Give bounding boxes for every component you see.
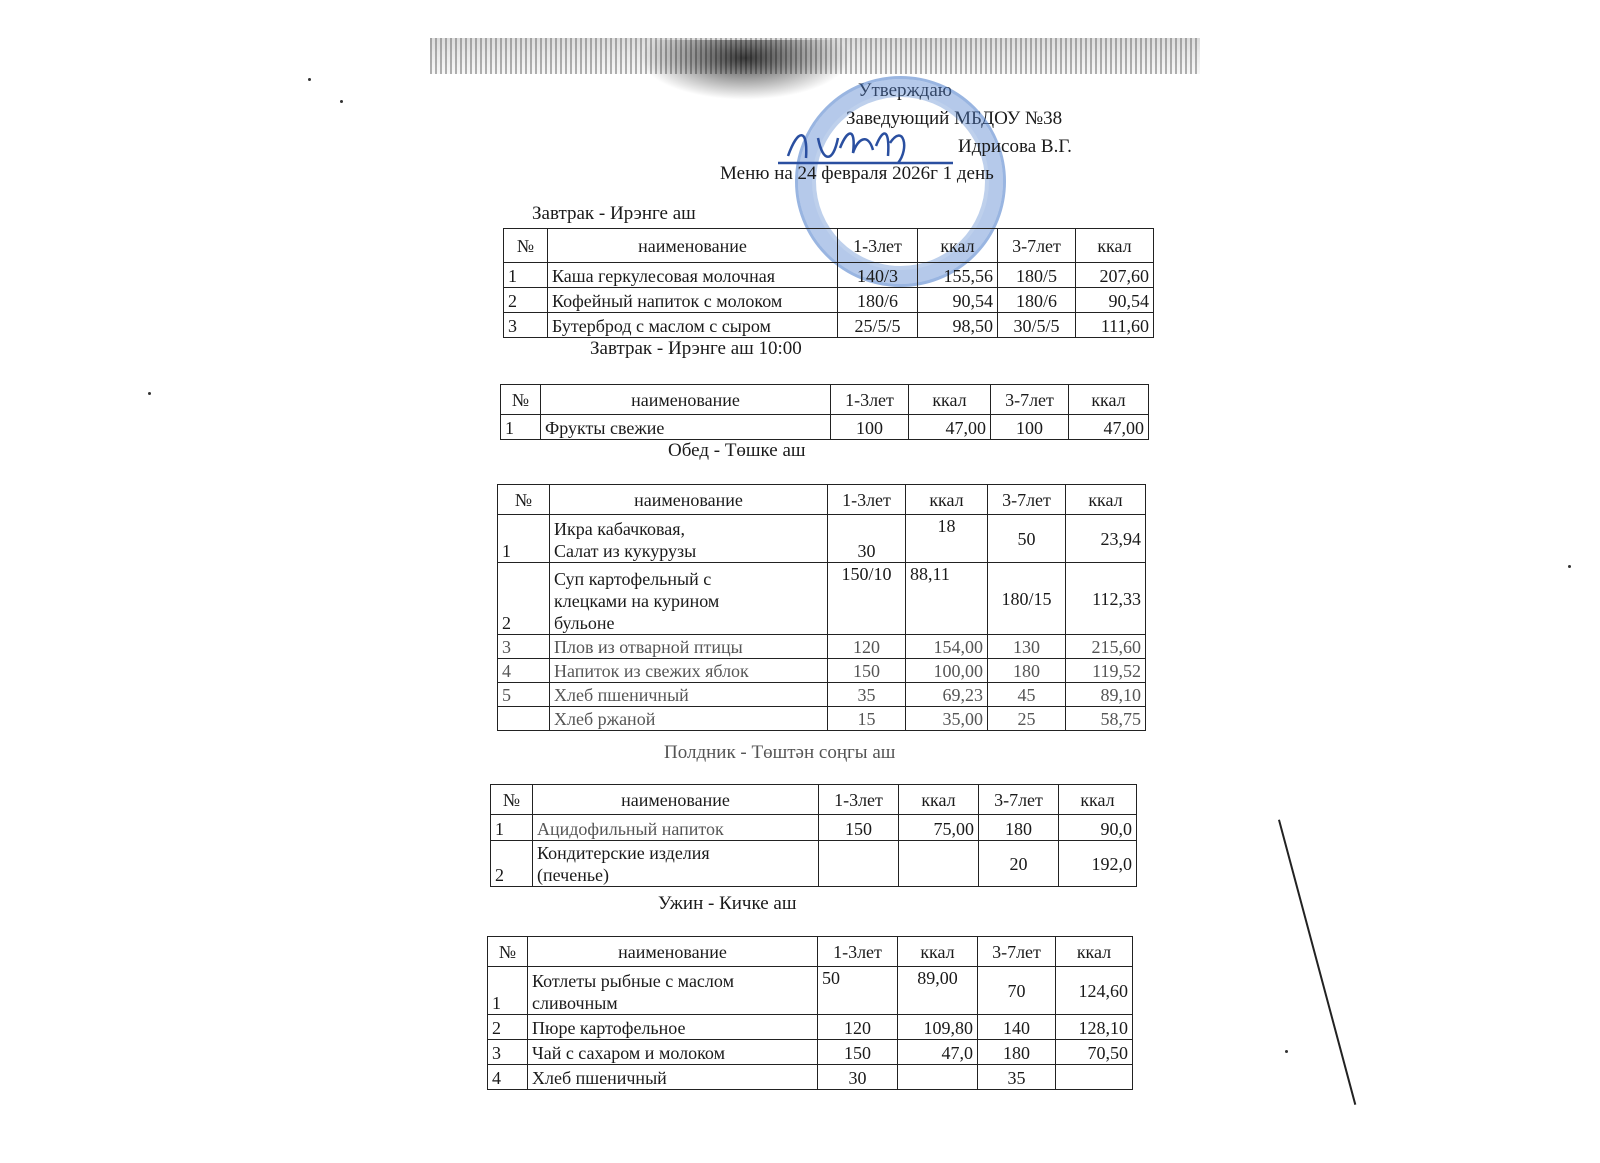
kcal-3-7: 128,10 — [1056, 1015, 1133, 1040]
dish-name: Бутерброд с маслом с сыром — [548, 313, 838, 338]
table-row — [498, 707, 1146, 731]
dish-name-line: клецками на курином — [554, 591, 720, 611]
section-title-dinner: Ужин - Кичке аш — [658, 893, 797, 914]
kcal-1-3: 109,80 — [898, 1015, 978, 1040]
col-age-1-3: 1-3лет — [838, 229, 918, 263]
dish-name-line: бульоне — [554, 613, 615, 633]
portion-3-7: 70 — [978, 967, 1056, 1015]
col-age-1-3: 1-3лет — [831, 385, 909, 415]
portion-3-7: 180 — [979, 815, 1059, 841]
kcal-3-7: 90,54 — [1076, 288, 1154, 313]
col-age-1-3: 1-3лет — [828, 485, 906, 515]
table-row — [491, 841, 1137, 887]
kcal-3-7: 58,75 — [1066, 707, 1146, 731]
row-num: 3 — [488, 1040, 528, 1065]
table-row — [504, 313, 1154, 338]
scan-speck — [1285, 1050, 1288, 1053]
table-row — [498, 659, 1146, 683]
portion-1-3: 100 — [831, 415, 909, 440]
dish-name-line: Кондитерские изделия — [537, 843, 710, 863]
scan-speck — [340, 100, 343, 103]
kcal-1-3: 90,54 — [918, 288, 998, 313]
portion-1-3: 150/10 — [828, 563, 906, 635]
col-name: наименование — [533, 785, 819, 815]
col-age-3-7: 3-7лет — [978, 937, 1056, 967]
kcal-1-3: 75,00 — [899, 815, 979, 841]
table-row — [501, 415, 1149, 440]
dish-name: Кофейный напиток с молоком — [548, 288, 838, 313]
dish-name — [550, 515, 828, 563]
scan-speck — [148, 392, 151, 395]
portion-1-3: 15 — [828, 707, 906, 731]
col-num: № — [491, 785, 533, 815]
scan-speck — [1568, 565, 1571, 568]
portion-3-7: 130 — [988, 635, 1066, 659]
portion-3-7: 180 — [978, 1040, 1056, 1065]
portion-1-3: 120 — [828, 635, 906, 659]
dish-name: Ацидофильный напиток — [533, 815, 819, 841]
portion-1-3: 30 — [828, 515, 906, 563]
row-num: 1 — [488, 967, 528, 1015]
portion-3-7: 50 — [988, 515, 1066, 563]
table-row — [498, 635, 1146, 659]
table-row — [504, 288, 1154, 313]
col-kcal-1: ккал — [899, 785, 979, 815]
col-num: № — [488, 937, 528, 967]
kcal-1-3: 89,00 — [898, 967, 978, 1015]
portion-1-3: 180/6 — [838, 288, 918, 313]
portion-3-7: 180/6 — [998, 288, 1076, 313]
row-num: 5 — [498, 683, 550, 707]
kcal-1-3: 88,11 — [906, 563, 988, 635]
dish-name: Хлеб пшеничный — [528, 1065, 818, 1090]
portion-1-3: 150 — [819, 815, 899, 841]
portion-1-3: 140/3 — [838, 263, 918, 288]
kcal-3-7: 90,0 — [1059, 815, 1137, 841]
table-header-row — [501, 385, 1149, 415]
row-num — [498, 707, 550, 731]
col-kcal-1: ккал — [898, 937, 978, 967]
scan-edge-line — [1278, 819, 1356, 1104]
row-num: 1 — [501, 415, 541, 440]
dish-name — [550, 563, 828, 635]
kcal-1-3: 155,56 — [918, 263, 998, 288]
col-name: наименование — [541, 385, 831, 415]
portion-3-7: 20 — [979, 841, 1059, 887]
portion-1-3: 50 — [818, 967, 898, 1015]
col-kcal-1: ккал — [909, 385, 991, 415]
kcal-1-3: 100,00 — [906, 659, 988, 683]
approve-label: Утверждаю — [858, 80, 952, 101]
table-header-row — [498, 485, 1146, 515]
kcal-1-3: 154,00 — [906, 635, 988, 659]
kcal-1-3: 47,00 — [909, 415, 991, 440]
breakfast-table — [503, 228, 1154, 338]
section-title-lunch: Обед - Төшке аш — [668, 440, 806, 461]
table-row — [504, 263, 1154, 288]
director-name: Идрисова В.Г. — [958, 136, 1072, 157]
col-num: № — [504, 229, 548, 263]
snack-table — [490, 784, 1137, 887]
row-num: 4 — [488, 1065, 528, 1090]
table-row — [488, 967, 1133, 1015]
col-age-3-7: 3-7лет — [998, 229, 1076, 263]
portion-1-3 — [819, 841, 899, 887]
row-num: 3 — [504, 313, 548, 338]
section-title-snack: Полдник - Төштән соңгы аш — [664, 742, 896, 763]
portion-1-3: 120 — [818, 1015, 898, 1040]
table-row — [488, 1040, 1133, 1065]
kcal-1-3: 98,50 — [918, 313, 998, 338]
kcal-3-7: 192,0 — [1059, 841, 1137, 887]
kcal-3-7: 23,94 — [1066, 515, 1146, 563]
row-num: 3 — [498, 635, 550, 659]
dish-name-line: Салат из кукурузы — [554, 541, 697, 561]
dish-name-line: Суп картофельный с — [554, 569, 712, 589]
row-num: 2 — [498, 563, 550, 635]
kcal-3-7: 111,60 — [1076, 313, 1154, 338]
col-kcal-2: ккал — [1066, 485, 1146, 515]
portion-1-3: 35 — [828, 683, 906, 707]
row-num: 4 — [498, 659, 550, 683]
col-kcal-2: ккал — [1076, 229, 1154, 263]
col-kcal-2: ккал — [1056, 937, 1133, 967]
dish-name-line: Икра кабачковая, — [554, 519, 686, 539]
table-row — [498, 515, 1146, 563]
portion-3-7: 25 — [988, 707, 1066, 731]
dish-name-line: сливочным — [532, 993, 618, 1013]
dish-name: Фрукты свежие — [541, 415, 831, 440]
table-row — [498, 563, 1146, 635]
portion-3-7: 45 — [988, 683, 1066, 707]
portion-3-7: 30/5/5 — [998, 313, 1076, 338]
table-header-row — [504, 229, 1154, 263]
lunch-table — [497, 484, 1146, 731]
kcal-1-3: 35,00 — [906, 707, 988, 731]
col-kcal-1: ккал — [906, 485, 988, 515]
row-num: 2 — [488, 1015, 528, 1040]
dish-name: Напиток из свежих яблок — [550, 659, 828, 683]
portion-1-3: 150 — [828, 659, 906, 683]
col-kcal-1: ккал — [918, 229, 998, 263]
row-num: 2 — [491, 841, 533, 887]
dinner-table — [487, 936, 1133, 1090]
col-age-1-3: 1-3лет — [818, 937, 898, 967]
portion-3-7: 35 — [978, 1065, 1056, 1090]
director-position: Заведующий МБДОУ №38 — [846, 108, 1063, 129]
col-name: наименование — [528, 937, 818, 967]
kcal-1-3: 47,0 — [898, 1040, 978, 1065]
portion-3-7: 100 — [991, 415, 1069, 440]
kcal-3-7: 215,60 — [1066, 635, 1146, 659]
dish-name: Чай с сахаром и молоком — [528, 1040, 818, 1065]
row-num: 2 — [504, 288, 548, 313]
row-num: 1 — [504, 263, 548, 288]
kcal-3-7: 124,60 — [1056, 967, 1133, 1015]
col-age-3-7: 3-7лет — [988, 485, 1066, 515]
col-age-3-7: 3-7лет — [991, 385, 1069, 415]
row-num: 1 — [498, 515, 550, 563]
dish-name: Пюре картофельное — [528, 1015, 818, 1040]
col-kcal-2: ккал — [1069, 385, 1149, 415]
section-title-breakfast: Завтрак - Ирэнге аш — [532, 203, 696, 224]
kcal-3-7: 112,33 — [1066, 563, 1146, 635]
portion-1-3: 25/5/5 — [838, 313, 918, 338]
col-name: наименование — [548, 229, 838, 263]
portion-3-7: 140 — [978, 1015, 1056, 1040]
portion-3-7: 180/5 — [998, 263, 1076, 288]
table-header-row — [488, 937, 1133, 967]
dish-name: Плов из отварной птицы — [550, 635, 828, 659]
table-row — [488, 1015, 1133, 1040]
kcal-1-3 — [899, 841, 979, 887]
col-age-3-7: 3-7лет — [979, 785, 1059, 815]
col-age-1-3: 1-3лет — [819, 785, 899, 815]
kcal-3-7: 207,60 — [1076, 263, 1154, 288]
portion-1-3: 150 — [818, 1040, 898, 1065]
dish-name — [533, 841, 819, 887]
dish-name: Каша геркулесовая молочная — [548, 263, 838, 288]
table-row — [498, 683, 1146, 707]
col-num: № — [501, 385, 541, 415]
kcal-3-7 — [1056, 1065, 1133, 1090]
dish-name-line: (печенье) — [537, 865, 610, 885]
portion-1-3: 30 — [818, 1065, 898, 1090]
scan-speck — [308, 78, 311, 81]
table-row — [488, 1065, 1133, 1090]
dish-name: Хлеб пшеничный — [550, 683, 828, 707]
kcal-1-3 — [898, 1065, 978, 1090]
kcal-1-3: 18 — [906, 515, 988, 563]
row-num: 1 — [491, 815, 533, 841]
dish-name: Хлеб ржаной — [550, 707, 828, 731]
col-num: № — [498, 485, 550, 515]
col-kcal-2: ккал — [1059, 785, 1137, 815]
portion-3-7: 180 — [988, 659, 1066, 683]
second-breakfast-table — [500, 384, 1149, 440]
kcal-1-3: 69,23 — [906, 683, 988, 707]
dish-name — [528, 967, 818, 1015]
kcal-3-7: 70,50 — [1056, 1040, 1133, 1065]
col-name: наименование — [550, 485, 828, 515]
section-title-second-breakfast: Завтрак - Ирэнге аш 10:00 — [590, 338, 802, 359]
table-header-row — [491, 785, 1137, 815]
kcal-3-7: 119,52 — [1066, 659, 1146, 683]
table-row — [491, 815, 1137, 841]
kcal-3-7: 47,00 — [1069, 415, 1149, 440]
kcal-3-7: 89,10 — [1066, 683, 1146, 707]
scan-artifact-blob — [640, 40, 850, 100]
dish-name-line: Котлеты рыбные с маслом — [532, 971, 734, 991]
menu-title: Меню на 24 февраля 2026г 1 день — [720, 163, 994, 184]
portion-3-7: 180/15 — [988, 563, 1066, 635]
